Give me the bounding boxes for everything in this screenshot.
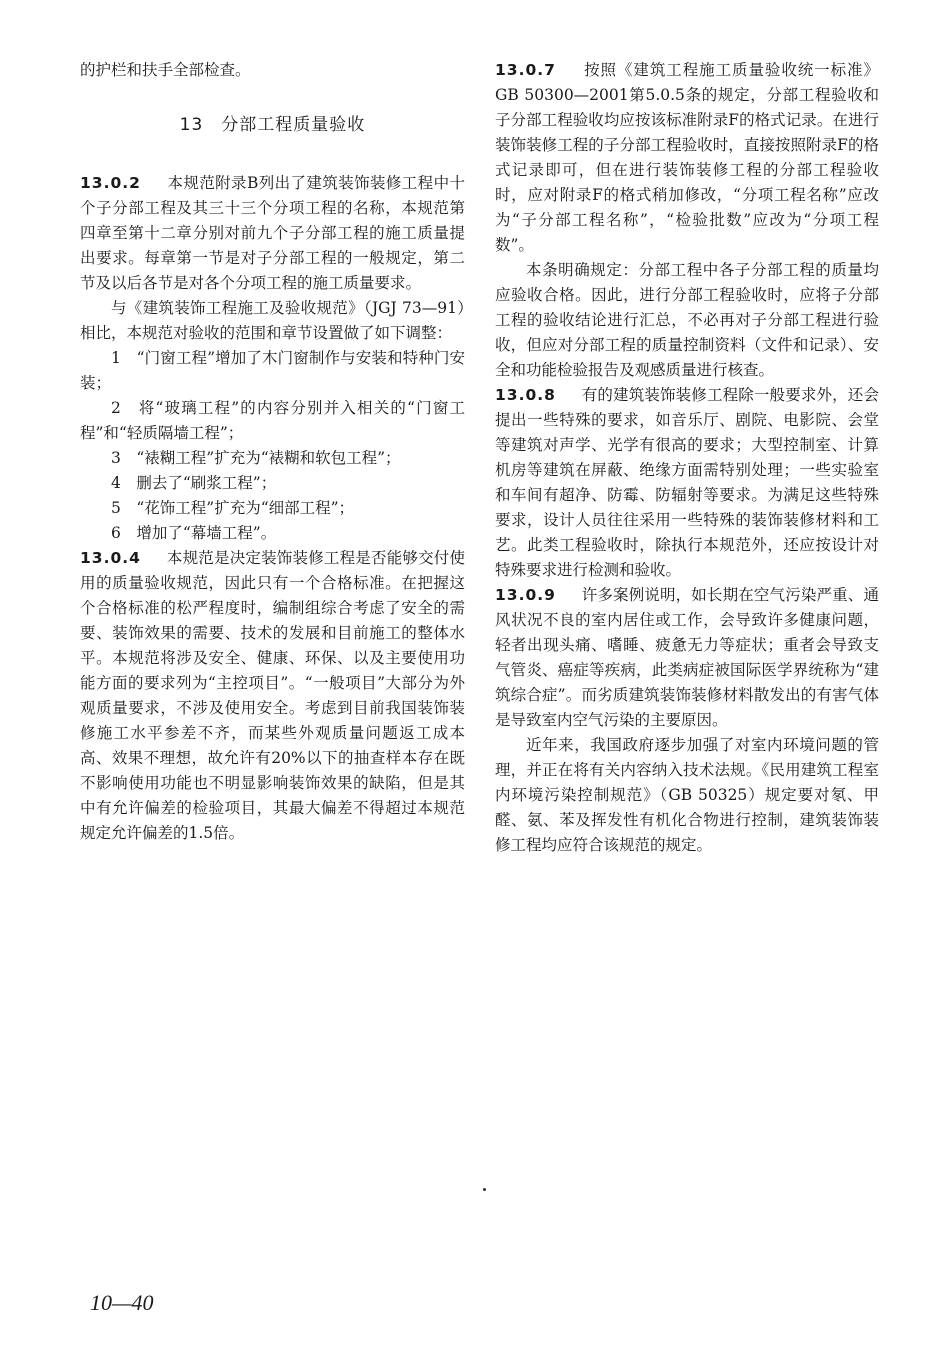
clause-text: 许多案例说明，如长期在空气污染严重、通风状况不良的室内居住或工作，会导致许多健康问题，轻者出现头痛、嗜睡、疲惫无力等症状；重者会导致支气管炎、癌症等疾病，此类病症被国际医学界统称为“建筑综合症”。而劣质建筑装饰装修材料散发出的有害气体是导致室内空气污染的主要原因。 xyxy=(495,586,879,729)
section-heading: 13 分部工程质量验收 xyxy=(179,115,366,135)
clause-13-0-8 xyxy=(495,383,879,583)
clause-13-0-4 xyxy=(80,546,465,846)
adjustment-item: 2 将“玻璃工程”的内容分别并入相关的“门窗工程”和“轻质隔墙工程”； xyxy=(80,399,465,442)
clause-13-0-7-paragraph-2: 本条明确规定：分部工程中各子分部工程的质量均应验收合格。因此，进行分部工程验收时，应将子分部工程的验收结论进行汇总，不必再对子分部工程进行验收，但应对分部工程的质量控制资料（文件和记录）、安全和功能检验报告及观感质量进行核查。 xyxy=(495,261,879,379)
clause-13-0-2 xyxy=(80,171,465,296)
clause-number: 13.0.4 xyxy=(80,549,141,567)
clause-13-0-9 xyxy=(495,583,879,733)
right-column xyxy=(495,58,879,858)
clause-number: 13.0.2 xyxy=(80,174,141,192)
page-number: 10—40 xyxy=(90,1290,154,1315)
adjustment-intro: 与《建筑装饰工程施工及验收规范》（JGJ 73—91）相比，本规范对验收的范围和章节设置做了如下调整： xyxy=(80,299,465,342)
clause-text: 本规范附录B列出了建筑装饰装修工程中十个子分部工程及其三十三个分项工程的名称，本规范第四章至第十二章分别对前九个子分部工程的施工质量提出要求。每章第一节是对子分部工程的一般规定，第二节及以后各节是对各个分项工程的施工质量要求。 xyxy=(80,174,465,292)
clause-text: 本规范是决定装饰装修工程是否能够交付使用的质量验收规范，因此只有一个合格标准。在把握这个合格标准的松严程度时，编制组综合考虑了安全的需要、装饰效果的需要、技术的发展和目前施工的整体水平。本规范将涉及安全、健康、环保、以及主要使用功能方面的要求列为“主控项目”。“一般项目”大部分为外观质量要求，不涉及使用安全。考虑到目前我国装饰装修施工水平参差不齐，而某些外观质量问题返工成本高、效果不理想，故允许有20%以下的抽查样本存在既不影响使用功能也不明显影响装饰效果的缺陷，但是其中有允许偏差的检验项目，其最大偏差不得超过本规范规定允许偏差的1.5倍。 xyxy=(80,549,465,842)
clause-number: 13.0.7 xyxy=(495,61,556,79)
clause-number: 13.0.9 xyxy=(495,586,556,604)
clause-text: 有的建筑装饰装修工程除一般要求外，还会提出一些特殊的要求，如音乐厅、剧院、电影院、会堂等建筑对声学、光学有很高的要求；大型控制室、计算机房等建筑在屏蔽、绝缘方面需特别处理；一些实验室和车间有超净、防霉、防辐射等要求。为满足这些特殊要求，设计人员往往采用一些特殊的装饰装修材料和工艺。此类工程验收时，除执行本规范外，还应按设计对特殊要求进行检测和验收。 xyxy=(495,386,879,579)
continuation-text: 的护栏和扶手全部检查。 xyxy=(80,61,251,79)
adjustment-item: 4 删去了“刷浆工程”； xyxy=(111,474,277,492)
scan-speck xyxy=(483,1188,486,1191)
adjustment-item: 6 增加了“幕墙工程”。 xyxy=(111,524,277,542)
clause-13-0-9-paragraph-2: 近年来，我国政府逐步加强了对室内环境问题的管理，并正在将有关内容纳入技术法规。《民用建筑工程室内环境污染控制规范》（GB 50325）规定要对氡、甲醛、氨、苯及挥发性有机化合物进行控制，建筑装饰装修工程均应符合该规范的规定。 xyxy=(495,736,879,854)
adjustment-item: 3 “裱糊工程”扩充为“裱糊和软包工程”； xyxy=(111,449,401,467)
clause-number: 13.0.8 xyxy=(495,386,556,404)
clause-13-0-7 xyxy=(495,58,879,258)
adjustment-item: 1 “门窗工程”增加了木门窗制作与安装和特种门安装； xyxy=(80,349,465,392)
clause-text: 按照《建筑工程施工质量验收统一标准》GB 50300—2001第5.0.5条的规定，分部工程验收和子分部工程验收均应按该标准附录F的格式记录。在进行装饰装修工程的子分部工程验收时，直接按照附录F的格式记录即可，但在进行装饰装修工程的分部工程验收时，应对附录F的格式稍加修改，“分项工程名称”应改为“子分部工程名称”，“检验批数”应改为“分项工程数”。 xyxy=(495,61,879,254)
adjustment-item: 5 “花饰工程”扩充为“细部工程”； xyxy=(111,499,355,517)
left-column xyxy=(80,58,465,846)
